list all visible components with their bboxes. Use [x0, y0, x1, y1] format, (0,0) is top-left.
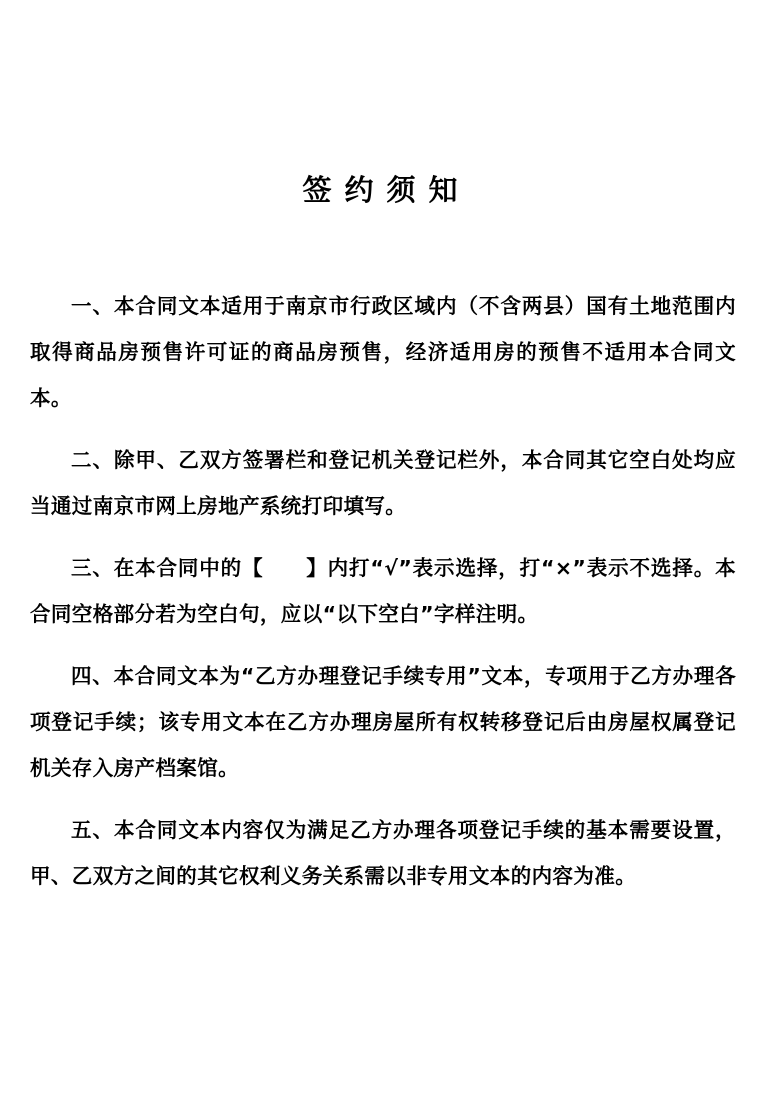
document-body [30, 283, 736, 915]
paragraph-2: 二、除甲、乙双方签署栏和登记机关登记栏外，本合同其它空白处均应当通过南京市网上房地产系统打印填写。 [30, 448, 736, 518]
paragraph-4: 四、本合同文本为“乙方办理登记手续专用”文本，专项用于乙方办理各项登记手续；该专用文本在乙方办理房屋所有权转移登记后由房屋权属登记机关存入房产档案馆。 [30, 664, 736, 780]
document-title: 签约须知 [302, 173, 471, 207]
paragraph-3: 三、在本合同中的【 】内打“√”表示选择，打“×”表示不选择。本合同空格部分若为空白句，应以“以下空白”字样注明。 [30, 556, 736, 626]
paragraph-5: 五、本合同文本内容仅为满足乙方办理各项登记手续的基本需要设置，甲、乙双方之间的其它权利义务关系需以非专用文本的内容为准。 [30, 818, 736, 888]
paragraph-1: 一、本合同文本适用于南京市行政区域内（不含两县）国有土地范围内取得商品房预售许可证的商品房预售，经济适用房的预售不适用本合同文本。 [30, 294, 736, 410]
